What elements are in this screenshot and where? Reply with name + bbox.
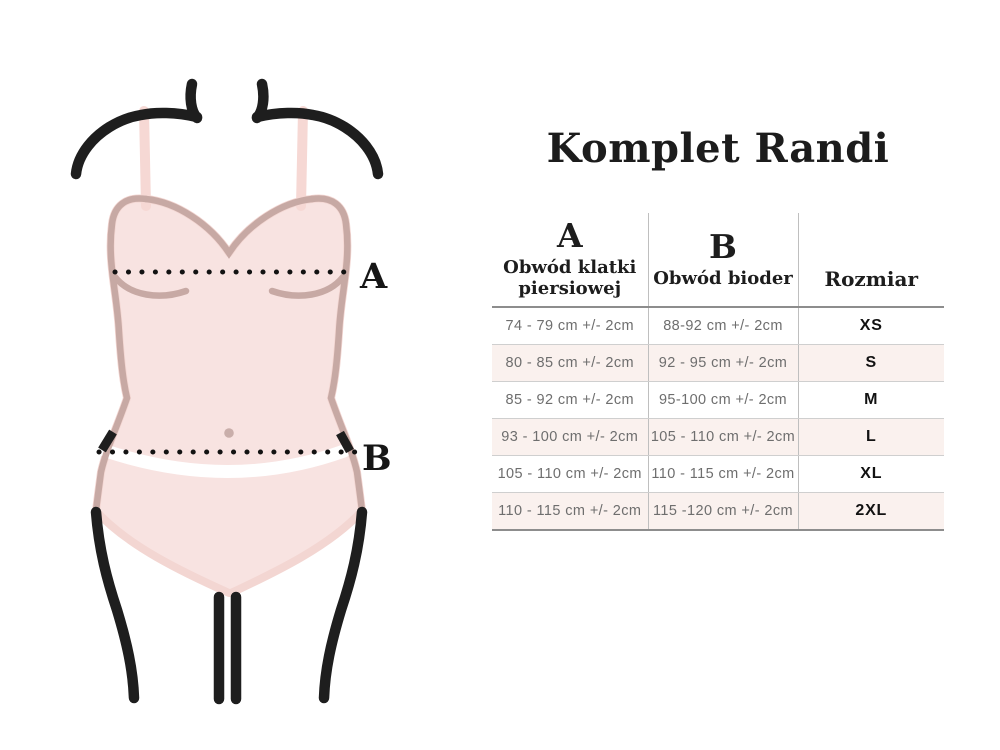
column-header-chest bbox=[492, 213, 648, 307]
column-header-size bbox=[798, 213, 944, 307]
size-cell: L bbox=[798, 419, 944, 456]
size-table bbox=[492, 213, 944, 531]
table-row bbox=[492, 382, 944, 419]
chest-range-cell: 105 - 110 cm +/- 2cm bbox=[492, 456, 648, 493]
right-shoulder-arm-stroke bbox=[257, 113, 378, 174]
hip-measure-label: B bbox=[362, 438, 392, 479]
hip-range-cell: 92 - 95 cm +/- 2cm bbox=[648, 345, 798, 382]
column-letter-a: A bbox=[556, 216, 583, 256]
size-cell: 2XL bbox=[798, 493, 944, 531]
left-strap bbox=[144, 111, 146, 206]
table-row bbox=[492, 456, 944, 493]
size-cell: S bbox=[798, 345, 944, 382]
column-sublabel-chest: Obwód klatki piersiowej bbox=[503, 257, 637, 300]
column-label-size: Rozmiar bbox=[824, 266, 919, 291]
navel-dot bbox=[224, 428, 234, 438]
chest-range-cell: 110 - 115 cm +/- 2cm bbox=[492, 493, 648, 531]
right-strap bbox=[301, 111, 303, 206]
size-cell: XL bbox=[798, 456, 944, 493]
hip-range-cell: 88-92 cm +/- 2cm bbox=[648, 307, 798, 345]
hip-range-cell: 110 - 115 cm +/- 2cm bbox=[648, 456, 798, 493]
size-guide-figure bbox=[0, 0, 470, 750]
size-cell: M bbox=[798, 382, 944, 419]
hip-range-cell: 105 - 110 cm +/- 2cm bbox=[648, 419, 798, 456]
table-row bbox=[492, 307, 944, 345]
column-sublabel-hips: Obwód bioder bbox=[653, 267, 793, 289]
size-table-header-row bbox=[492, 213, 944, 307]
chest-range-cell: 80 - 85 cm +/- 2cm bbox=[492, 345, 648, 382]
left-shoulder-arm-stroke bbox=[76, 113, 197, 174]
chest-range-cell: 85 - 92 cm +/- 2cm bbox=[492, 382, 648, 419]
chest-range-cell: 74 - 79 cm +/- 2cm bbox=[492, 307, 648, 345]
hip-range-cell: 115 -120 cm +/- 2cm bbox=[648, 493, 798, 531]
bust-measure-label: A bbox=[360, 256, 388, 297]
page-title: Komplet Randi bbox=[546, 125, 890, 172]
hip-range-cell: 95-100 cm +/- 2cm bbox=[648, 382, 798, 419]
table-row bbox=[492, 493, 944, 531]
chest-range-cell: 93 - 100 cm +/- 2cm bbox=[492, 419, 648, 456]
column-letter-b: B bbox=[709, 227, 737, 267]
table-row bbox=[492, 345, 944, 382]
size-cell: XS bbox=[798, 307, 944, 345]
table-row bbox=[492, 419, 944, 456]
column-header-hips bbox=[648, 213, 798, 307]
